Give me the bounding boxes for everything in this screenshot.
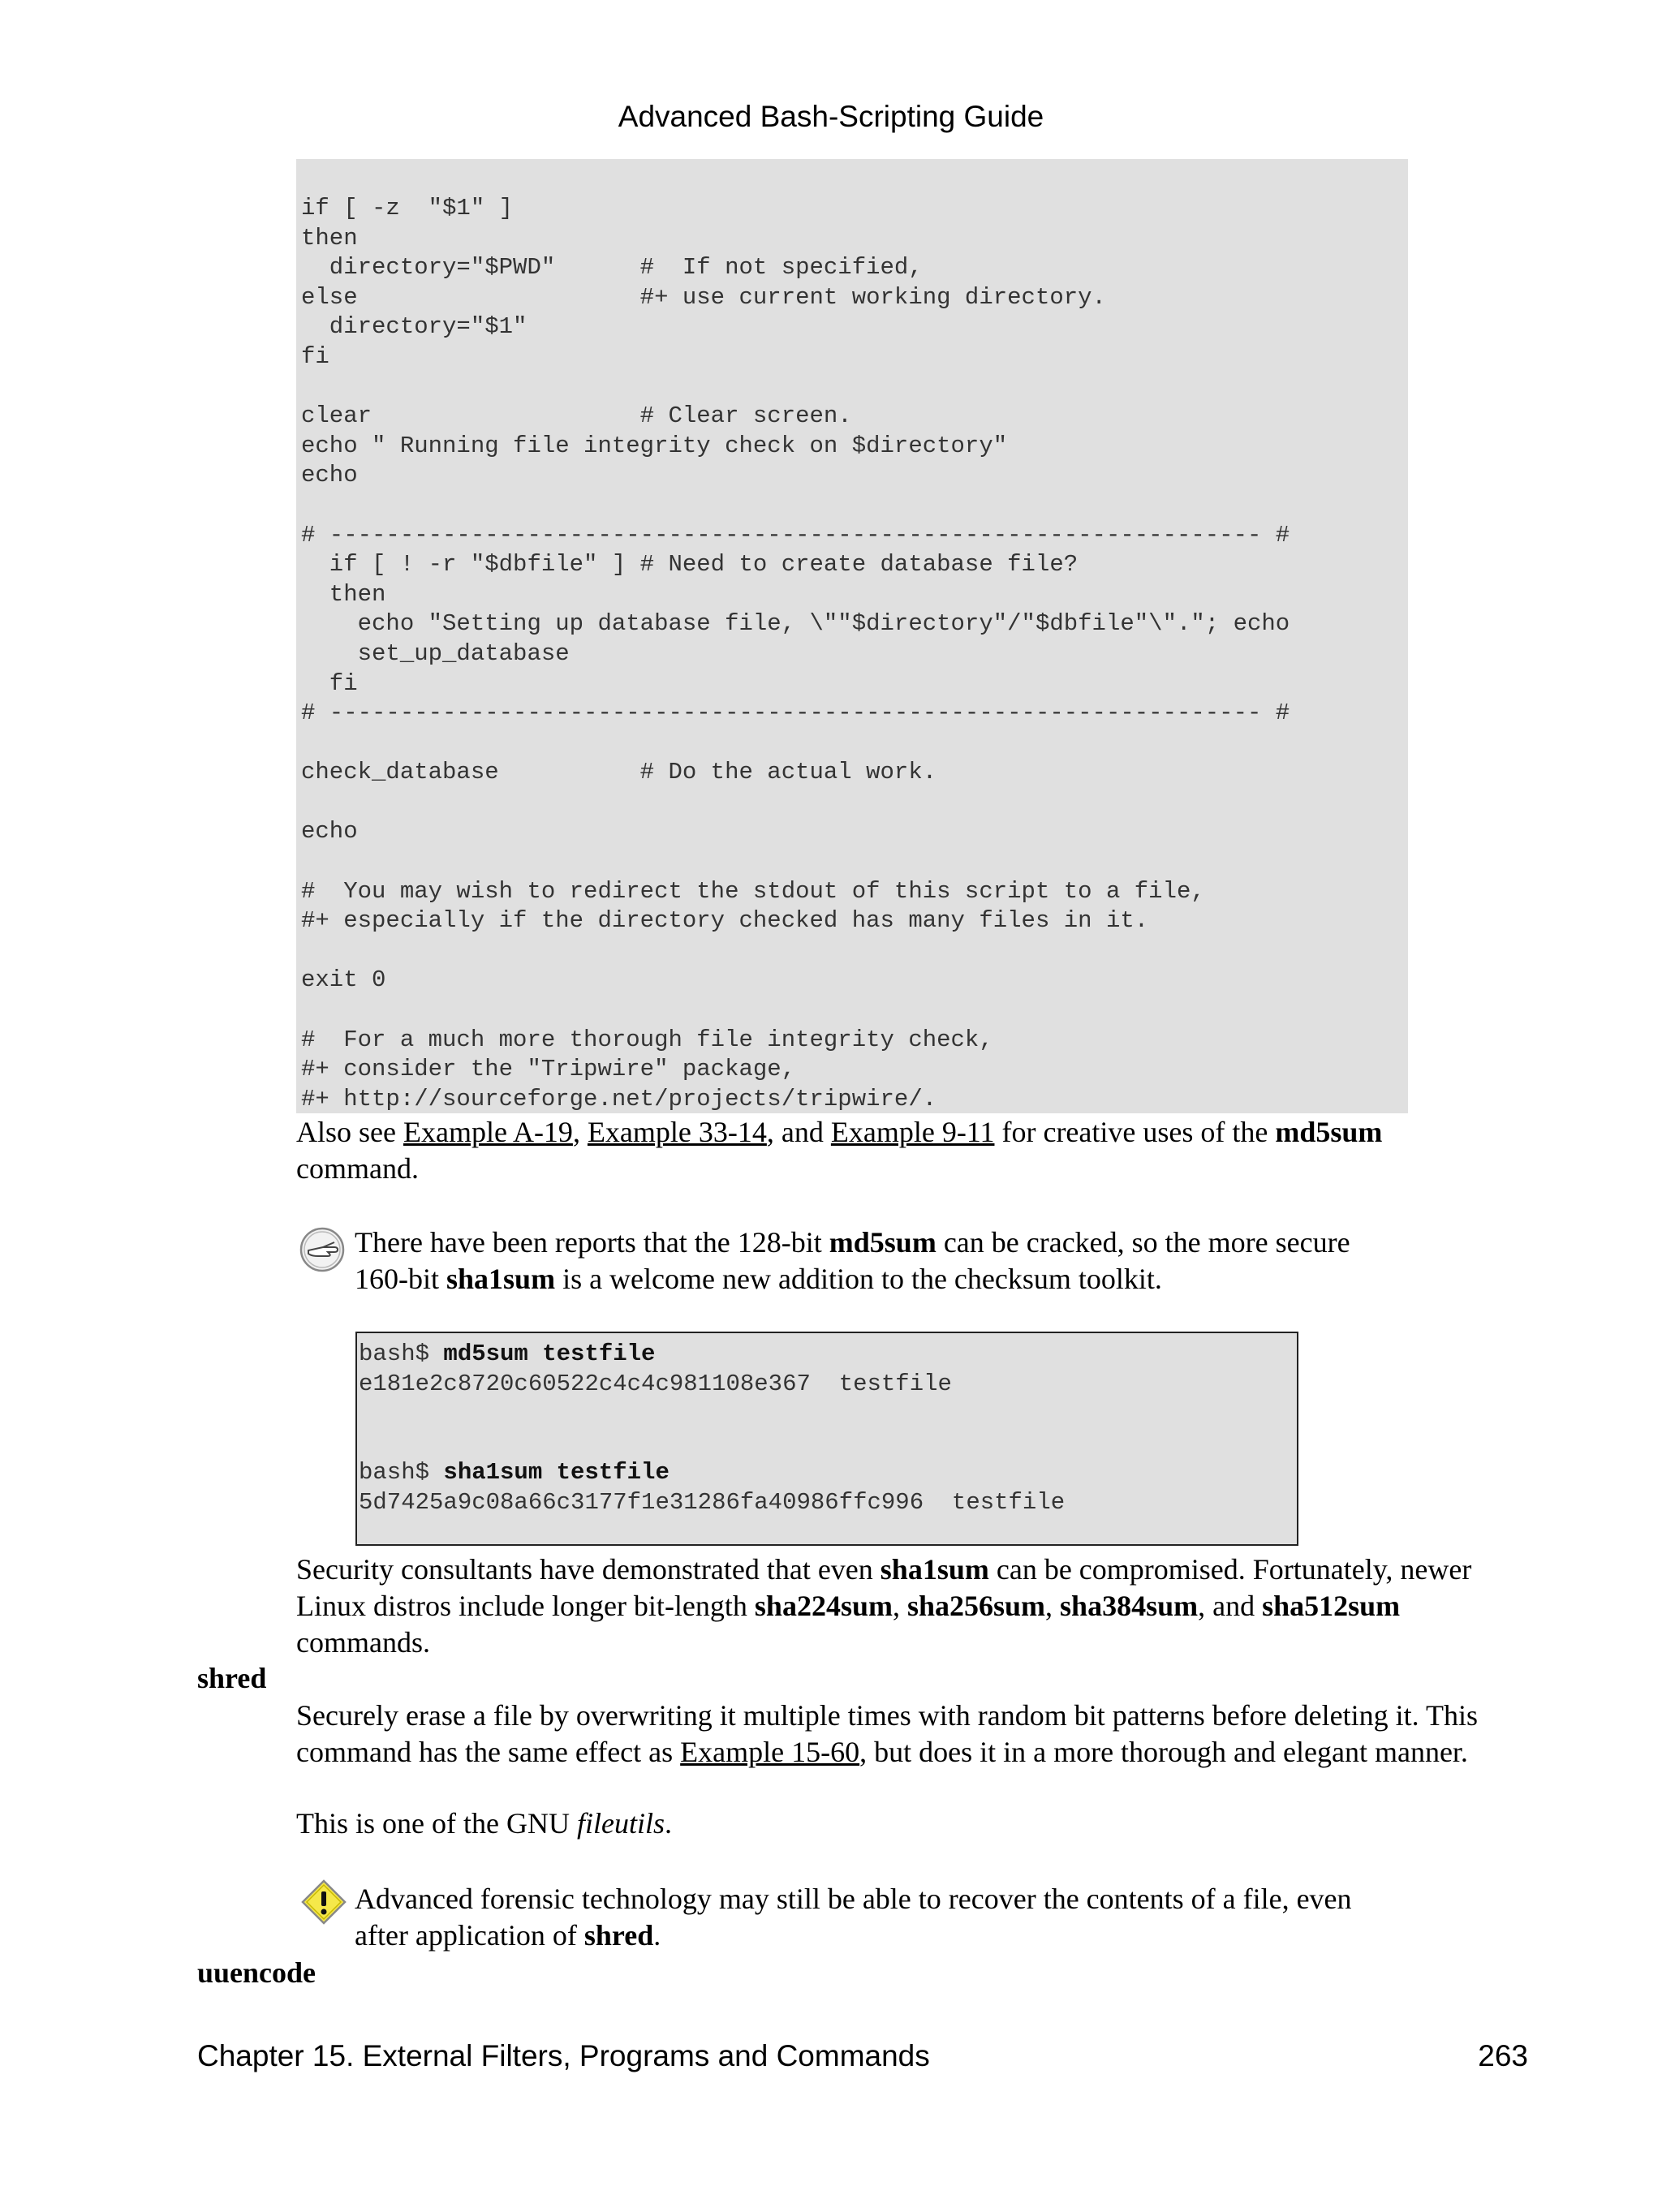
code-line: echo "Setting up database file, \""$directory"/"$dbfile"\"."; echo: [301, 610, 1290, 638]
code-line: set_up_database: [301, 639, 570, 667]
link-example-15-60[interactable]: Example 15-60: [680, 1736, 860, 1768]
code-line: else #+ use current working directory.: [301, 283, 1106, 311]
warning-icon: [300, 1878, 347, 1926]
code-line: check_database # Do the actual work.: [301, 759, 937, 786]
code-line: clear # Clear screen.: [301, 402, 852, 430]
code-line: # ------------------------------------------------------------------ #: [301, 521, 1290, 549]
security-paragraph: Security consultants have demonstrated that even sha1sum can be compromised. Fortunately, newer Linux distros include longer bit-length sha224sum, sha256sum, sha384sum, and sha512sum commands.: [296, 1553, 1472, 1659]
code-line: #+ especially if the directory checked has many files in it.: [301, 907, 1149, 935]
link-example-33-14[interactable]: Example 33-14: [587, 1116, 767, 1148]
footer-chapter-title: Chapter 15. External Filters, Programs and Commands: [197, 2039, 930, 2072]
command-md5sum: md5sum testfile: [443, 1341, 656, 1367]
code-line: echo: [301, 462, 358, 489]
code-line: # ------------------------------------------------------------------ #: [301, 699, 1290, 727]
term-uuencode: uuencode: [197, 1956, 316, 1989]
link-example-a-19[interactable]: Example A-19: [403, 1116, 573, 1148]
md5sum-note: There have been reports that the 128-bit md5sum can be cracked, so the more secure 160-bit sha1sum is a welcome new addition to the checksum toolkit.: [355, 1226, 1350, 1295]
footer-page-number: 263: [1478, 2039, 1528, 2072]
code-listing: [296, 159, 1408, 1113]
terminal-output: bash$ md5sum testfile e181e2c8720c60522c4c4c981108e367 testfile bash$ sha1sum testfile 5d7425a9c08a66c3177f1e31286fa40986ffc996 testfile: [355, 1332, 1298, 1546]
code-line: then: [301, 580, 386, 608]
code-line: exit 0: [301, 966, 386, 994]
code-line: # You may wish to redirect the stdout of this script to a file,: [301, 877, 1205, 905]
command-sha1sum: sha1sum testfile: [443, 1459, 670, 1487]
code-line: fi: [301, 669, 358, 697]
code-line: then: [301, 224, 358, 252]
code-line: if [ ! -r "$dbfile" ] # Need to create database file?: [301, 551, 1079, 579]
code-line: #+ consider the "Tripwire" package,: [301, 1056, 796, 1083]
link-example-9-11[interactable]: Example 9-11: [830, 1116, 995, 1148]
code-line: fi: [301, 342, 329, 370]
pointing-hand-icon: [299, 1226, 346, 1273]
code-line: echo " Running file integrity check on $directory": [301, 432, 1008, 459]
code-line: # For a much more thorough file integrity check,: [301, 1026, 993, 1053]
term-shred: shred: [197, 1662, 267, 1694]
shred-description: Securely erase a file by overwriting it multiple times with random bit patterns before deleting it. This command has the same effect as Example 15-60, but does it in a more thorough and elegant manner.: [296, 1699, 1478, 1768]
page-header-title: Advanced Bash-Scripting Guide: [618, 100, 1044, 133]
code-line: if [ -z "$1" ]: [301, 195, 514, 222]
gnu-fileutils-note: This is one of the GNU fileutils.: [296, 1807, 672, 1840]
shred-warning: Advanced forensic technology may still be able to recover the contents of a file, even after application of shred.: [355, 1883, 1352, 1952]
code-line: echo: [301, 818, 358, 846]
see-also-paragraph: Also see Example A-19, Example 33-14, and Example 9-11 for creative uses of the md5sum command.: [296, 1116, 1383, 1185]
code-line: directory="$PWD" # If not specified,: [301, 254, 923, 282]
code-line: #+ http://sourceforge.net/projects/tripwire/.: [301, 1085, 937, 1112]
code-line: directory="$1": [301, 313, 527, 341]
